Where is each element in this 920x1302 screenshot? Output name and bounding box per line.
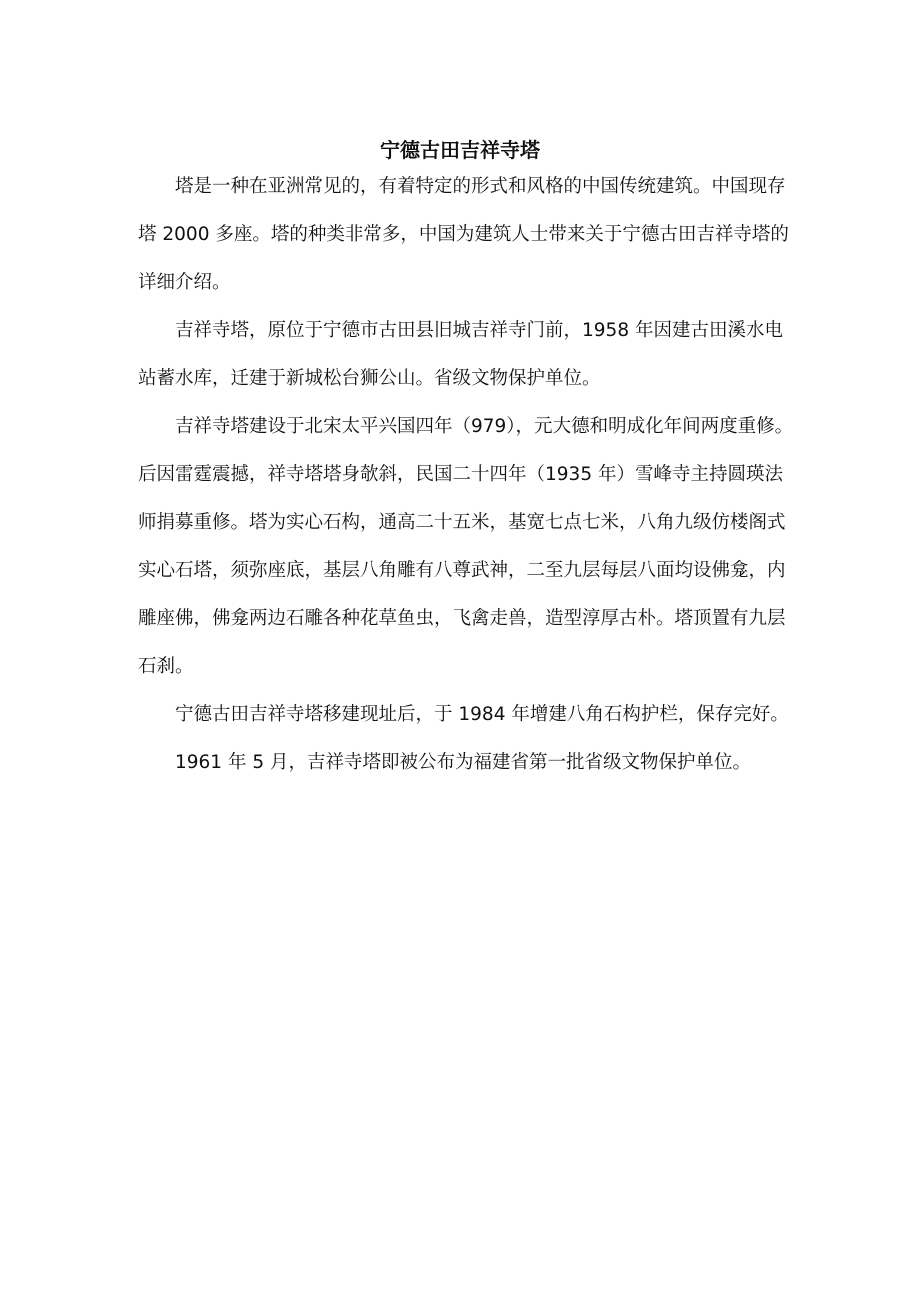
paragraph bbox=[138, 744, 782, 792]
paragraph-line: 详细介绍。 bbox=[138, 272, 231, 293]
paragraph-line: 雕座佛，佛龛两边石雕各种花草鱼虫，飞禽走兽，造型淳厚古朴。塔顶置有九层 bbox=[138, 608, 786, 629]
paragraph bbox=[138, 696, 789, 744]
paragraph-line: 后因雷霆震撼，祥寺塔塔身欹斜，民国二十四年（1935 年）雪峰寺主持圆瑛法 bbox=[138, 464, 783, 485]
paragraph-line: 1961 年 5 月，吉祥寺塔即被公布为福建省第一批省级文物保护单位。 bbox=[175, 752, 751, 773]
paragraph-line: 吉祥寺塔，原位于宁德市古田县旧城吉祥寺门前，1958 年因建古田溪水电 bbox=[175, 320, 783, 341]
paragraph-line: 石刹。 bbox=[138, 656, 194, 677]
paragraph-line: 吉祥寺塔建设于北宋太平兴国四年（979），元大德和明成化年间两度重修。 bbox=[175, 416, 794, 437]
paragraph bbox=[138, 408, 794, 696]
paragraph bbox=[138, 312, 782, 408]
document-body bbox=[138, 168, 794, 792]
document-title: 宁德古田吉祥寺塔 bbox=[380, 138, 540, 163]
paragraph-line: 塔 2000 多座。塔的种类非常多，中国为建筑人士带来关于宁德古田吉祥寺塔的 bbox=[138, 224, 789, 245]
paragraph-line: 站蓄水库，迁建于新城松台狮公山。省级文物保护单位。 bbox=[138, 368, 601, 389]
paragraph-line: 师捐募重修。塔为实心石构，通高二十五米，基宽七点七米，八角九级仿楼阁式 bbox=[138, 512, 786, 533]
paragraph-line: 实心石塔，须弥座底，基层八角雕有八尊武神，二至九层每层八面均设佛龛，内 bbox=[138, 560, 786, 581]
paragraph-line: 塔是一种在亚洲常见的，有着特定的形式和风格的中国传统建筑。中国现存 bbox=[175, 176, 786, 197]
paragraph bbox=[138, 168, 789, 312]
paragraph-line: 宁德古田吉祥寺塔移建现址后，于 1984 年增建八角石构护栏，保存完好。 bbox=[175, 704, 789, 725]
